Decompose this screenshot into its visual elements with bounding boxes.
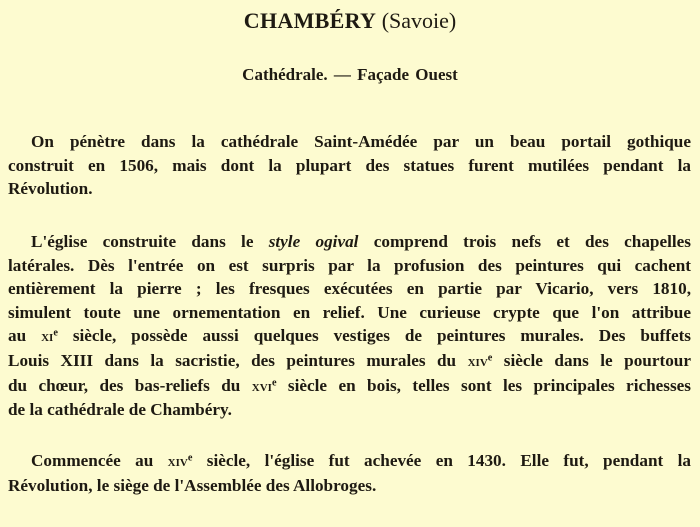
- text-line: simulent toute une ornementation en relief. Une curieuse crypte que l'on attribue: [8, 302, 691, 322]
- page-title: [0, 6, 700, 36]
- paragraph-1: [8, 130, 691, 201]
- text-run: siècle en bois, telles sont les principales richesses: [276, 375, 691, 395]
- century-numeral: xi: [41, 328, 54, 346]
- text-line: latérales. Dès l'entrée on est surpris par la profusion des peintures qui cachent: [8, 255, 691, 275]
- text-run: Louis XIII dans la sacristie, des peintures murales du: [8, 350, 468, 370]
- text-run: Commencée au: [31, 451, 168, 470]
- century-numeral: xiv: [467, 352, 488, 370]
- text-line: entièrement la pierre ; les fresques exécutées en partie par Vicario, vers 1810,: [8, 279, 691, 299]
- text-line: de la cathédrale de Chambéry.: [8, 400, 232, 420]
- century-numeral: xvi: [251, 377, 272, 395]
- text-line: [8, 374, 691, 399]
- text-run: L'église construite dans le: [31, 232, 269, 251]
- text-run: du chœur, des bas-reliefs du: [8, 375, 252, 395]
- superscript: e: [271, 376, 277, 388]
- text-run: au: [8, 326, 42, 346]
- paragraph-2: [8, 230, 691, 422]
- text-line: Révolution.: [8, 179, 93, 199]
- text-line: Révolution, le siège de l'Assemblée des Allobroges.: [8, 475, 377, 495]
- title-region: (Savoie): [381, 8, 457, 33]
- text-line: [8, 449, 691, 474]
- text-run: comprend trois nefs et des chapelles: [358, 232, 691, 251]
- text-run: siècle, possède aussi quelques vestiges de peintures murales. Des buffets: [57, 326, 691, 346]
- superscript: e: [53, 327, 58, 339]
- text-line: [8, 324, 691, 349]
- text-line: [8, 230, 691, 254]
- text-line: [8, 349, 691, 374]
- text-run: siècle dans le pourtour: [492, 350, 691, 370]
- superscript: e: [187, 452, 193, 464]
- italic-term: style ogival: [268, 232, 359, 251]
- title-city: CHAMBÉRY: [243, 8, 377, 33]
- text-line: construit en 1506, mais dont la plupart des statues furent mutilées pendant la: [8, 155, 691, 175]
- century-numeral: xiv: [167, 453, 188, 470]
- text-run: siècle, l'église fut achevée en 1430. Elle fut, pendant la: [192, 451, 691, 470]
- superscript: e: [487, 352, 493, 364]
- text-line: On pénètre dans la cathédrale Saint-Amédée par un beau portail gothique: [31, 132, 691, 151]
- paragraph-3: [8, 449, 691, 497]
- page-subtitle: Cathédrale. — Façade Ouest: [242, 65, 458, 84]
